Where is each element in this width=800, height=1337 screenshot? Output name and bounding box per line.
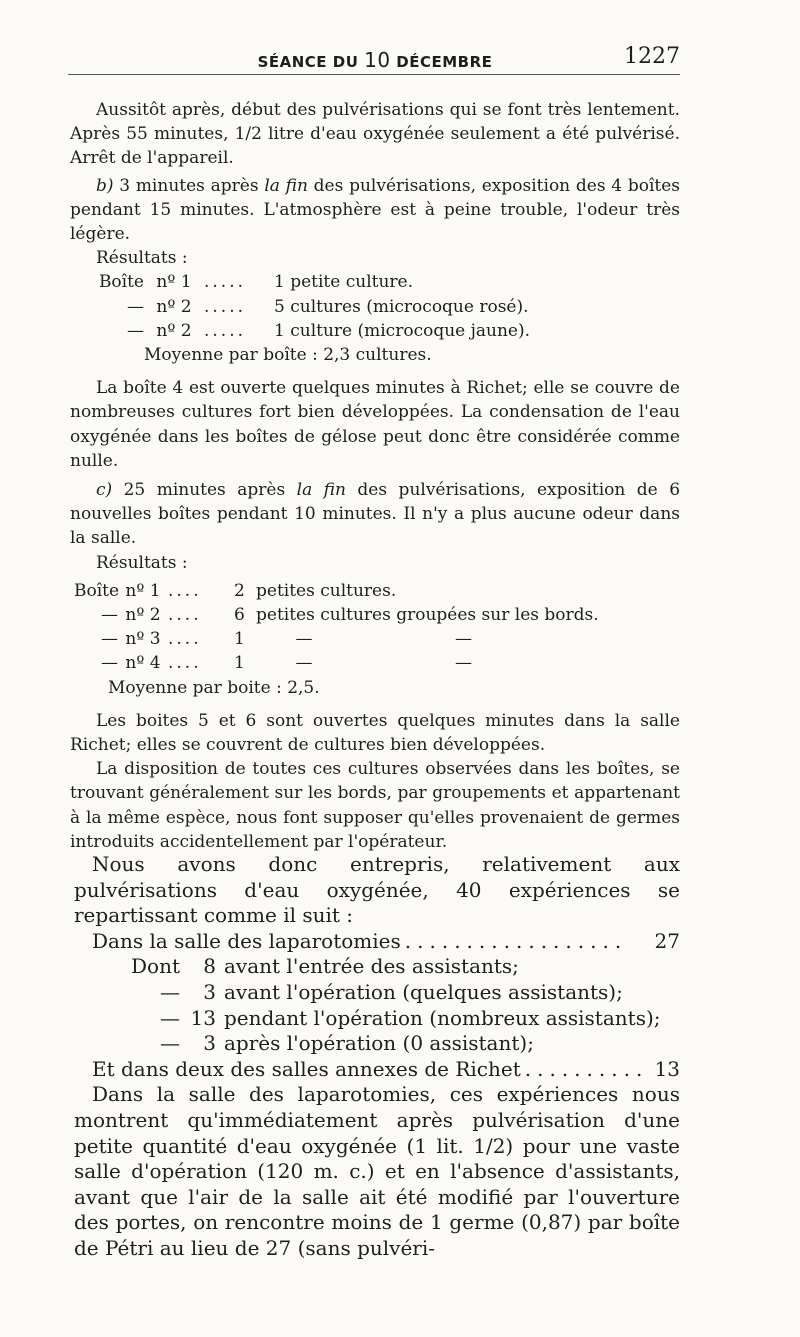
result-row	[70, 319, 680, 343]
leader-dots: ....	[168, 580, 202, 601]
leader-dots: ....	[168, 629, 202, 650]
summary-intro: Nous avons donc entrepris, relativement aux pulvérisations d'eau oxygénée, 40 expériences se repartissant comme il suit :	[74, 852, 680, 928]
average-line	[70, 343, 680, 367]
header-rule	[68, 74, 680, 75]
result-row	[70, 627, 680, 651]
leader-dots: .....	[204, 272, 247, 293]
section-b-label: b)	[96, 175, 114, 196]
page-number: 1227	[624, 44, 680, 69]
result-row	[70, 603, 680, 627]
summary-sub-row	[74, 980, 680, 1006]
summary-count: 27	[654, 928, 680, 953]
italic-span: la fin	[264, 175, 308, 196]
paragraph-b-intro	[70, 174, 680, 247]
box-label: —	[127, 296, 144, 317]
running-title	[70, 48, 680, 72]
summary-line-laparotomies	[74, 929, 680, 955]
sub-prefix: —	[160, 1005, 180, 1030]
result-row	[70, 579, 680, 603]
culture-count: 1	[234, 629, 245, 650]
sub-text: avant l'opération (quelques assistants);	[224, 979, 623, 1004]
result-text: 5 cultures (microcoque rosé).	[274, 296, 529, 317]
text-span: des pulvérisations, exposition de 6 nouvelles boîtes pendant 10 minutes. Il n'y a plus aucune odeur dans la salle.	[70, 480, 681, 549]
paragraph-c-intro	[70, 478, 680, 551]
sub-prefix: —	[160, 979, 180, 1004]
leader-dots: ....	[168, 605, 202, 626]
culture-count: 6	[234, 605, 245, 626]
experiment-notes	[70, 98, 680, 854]
sub-count: 3	[203, 1031, 216, 1056]
paragraph-c-discussion: La disposition de toutes ces cultures observées dans les boîtes, se trouvant généralement sur les bords, par groupements et appartenant à la même espèce, nous font supposer qu'elles provenaient de germes introduits accidentellement par l'opérateur.	[70, 759, 680, 852]
resultats-label-c: Résultats :	[96, 552, 188, 573]
box-number: nº 2	[156, 296, 192, 317]
ditto-mark: —	[455, 629, 472, 650]
ditto-mark: —	[295, 653, 313, 674]
box-number: nº 4	[125, 653, 161, 674]
box-number: nº 1	[156, 272, 192, 293]
culture-count: 2	[234, 580, 245, 601]
box-number: nº 1	[125, 580, 161, 601]
result-row	[70, 295, 680, 319]
paragraph-a-end: Aussitôt après, début des pulvérisations qui se font très lentement. Après 55 minutes, 1/2 litre d'eau oxygénée seulement a été pulvérisé. Arrêt de l'appareil.	[70, 100, 680, 169]
running-header	[70, 44, 680, 72]
box-number: nº 2	[156, 320, 192, 341]
sub-text: après l'opération (0 assistant);	[224, 1031, 534, 1056]
italic-span: la fin	[296, 480, 346, 501]
average-text: Moyenne par boite : 2,5.	[108, 677, 320, 698]
sub-count: 13	[190, 1005, 216, 1030]
summary-line-annexes	[74, 1057, 680, 1083]
box-label: Boîte	[98, 272, 144, 293]
summary-sub-row	[74, 1031, 680, 1057]
title-text: SÉANCE DU	[257, 53, 365, 71]
average-text: Moyenne par boîte : 2,3 cultures.	[144, 345, 432, 366]
leader-dots: ....	[168, 653, 202, 674]
paragraph-b-observation: La boîte 4 est ouverte quelques minutes à Richet; elle se couvre de nombreuses cultures fort bien développées. La condensation de l'eau oxygénée dans les boîtes de gélose peut donc être considérée comme nulle.	[70, 378, 680, 471]
culture-count: 1	[234, 653, 245, 674]
title-day: 10	[364, 48, 391, 72]
results-table-c	[70, 579, 680, 700]
result-text: 1 petite culture.	[274, 272, 414, 293]
box-label: —	[101, 653, 118, 674]
sub-text: pendant l'opération (nombreux assistants);	[224, 1005, 661, 1030]
result-row	[70, 651, 680, 675]
text-span: des pulvérisations, exposition des 4 boîtes pendant 15 minutes. L'atmosphère est à peine trouble, l'odeur très légère.	[70, 175, 681, 245]
summary-conclusion: Dans la salle des laparotomies, ces expériences nous montrent qu'immédiatement après pulvérisation d'une petite quantité d'eau oxygénée (1 lit. 1/2) pour une vaste salle d'opération (120 m. c.) et en l'absence d'assistants, avant que l'air de la salle ait été modifié par l'ouverture des portes, on rencontre moins de 1 germe (0,87) par boîte de Pétri au lieu de 27 (sans pulvéri-	[74, 1082, 680, 1260]
ditto-mark: —	[295, 629, 313, 650]
result-text: petites cultures.	[256, 580, 397, 601]
text-span: 25 minutes après	[112, 480, 297, 501]
sub-prefix: —	[160, 1031, 180, 1056]
sub-prefix: Dont	[131, 954, 180, 979]
result-text: petites cultures groupées sur les bords.	[256, 605, 599, 626]
result-text: 1 culture (microcoque jaune).	[274, 320, 531, 341]
summary-sub-row	[74, 954, 680, 980]
paragraph-c-observation: Les boites 5 et 6 sont ouvertes quelques minutes dans la salle Richet; elles se couvrent de cultures bien développées.	[70, 710, 680, 756]
leader-dots: ..................	[404, 928, 628, 953]
box-label: —	[127, 320, 144, 341]
average-line	[70, 676, 680, 700]
summary-count: 13	[654, 1056, 680, 1081]
section-c-label: c)	[96, 480, 113, 501]
summary-section	[74, 852, 680, 1262]
ditto-mark: —	[455, 653, 472, 674]
box-label: —	[101, 629, 118, 650]
leader-dots: ..........	[524, 1056, 649, 1081]
results-table-b	[70, 270, 680, 367]
box-label: —	[101, 605, 118, 626]
box-number: nº 3	[125, 629, 161, 650]
result-row	[70, 270, 680, 294]
summary-sub-row	[74, 1006, 680, 1032]
box-number: nº 2	[125, 605, 161, 626]
leader-dots: .....	[204, 296, 247, 317]
text-span: 3 minutes après	[113, 175, 265, 196]
leader-dots: .....	[204, 320, 247, 341]
title-month: DÉCEMBRE	[390, 53, 493, 71]
sub-count: 3	[203, 979, 216, 1004]
sub-count: 8	[203, 954, 216, 979]
sub-text: avant l'entrée des assistants;	[224, 954, 519, 979]
resultats-label-b: Résultats :	[96, 248, 188, 269]
summary-label: Dans la salle des laparotomies	[92, 928, 401, 953]
box-label: Boîte	[74, 580, 120, 601]
summary-label: Et dans deux des salles annexes de Richet	[92, 1056, 521, 1081]
